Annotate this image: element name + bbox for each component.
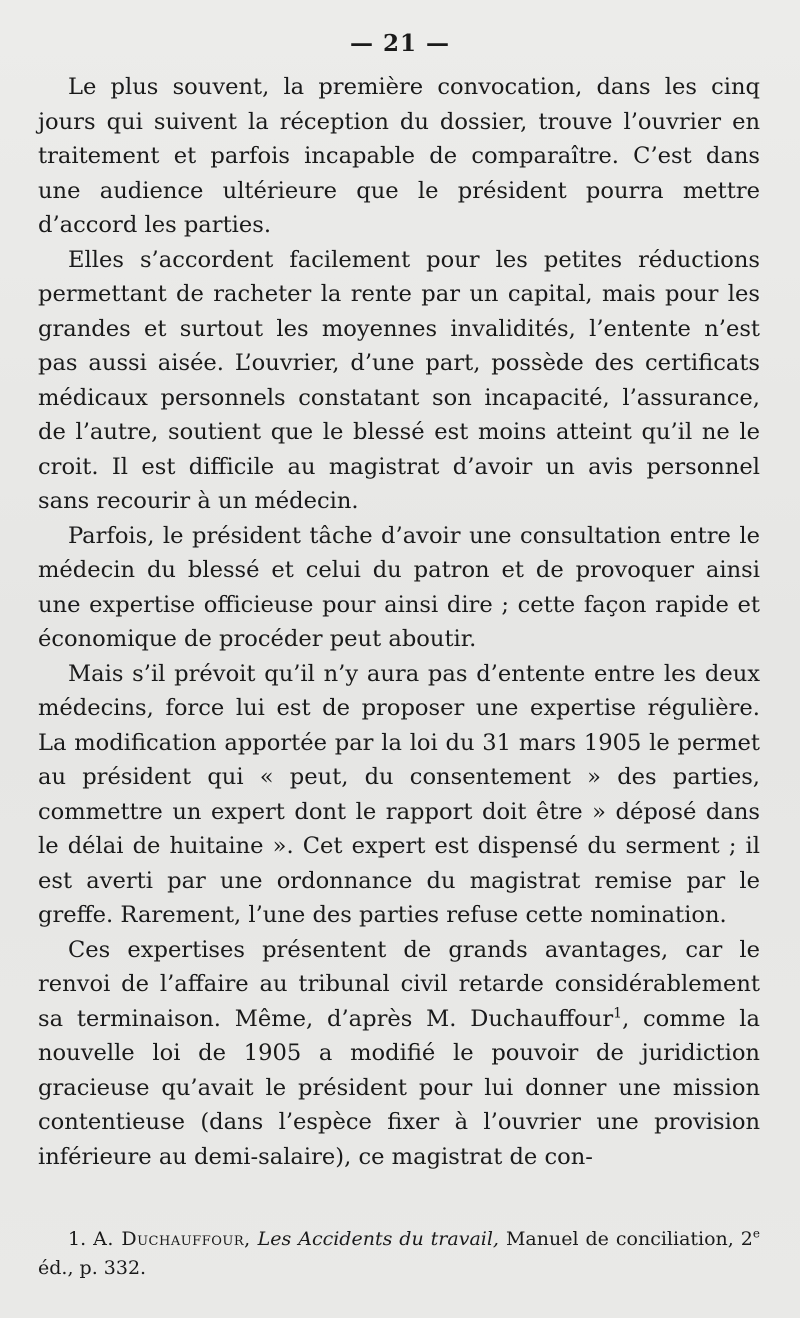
body-text xyxy=(38,70,760,1174)
footnote-author: A. Duchauffour, xyxy=(93,1228,251,1250)
footnote-edition-sup: e xyxy=(752,1226,760,1241)
paragraph-2: Elles s’accordent facilement pour les petites réductions permettant de racheter la rente par un capital, mais pour les grandes et surtout les moyennes invalidités, l’entente n’est pas aussi aisée. L’ouvrier, d’une part, possède des certificats médicaux personnels constatant son incapacité, l’assurance, de l’autre, soutient que le blessé est moins atteint qu’il ne le croit. Il est difficile au magistrat d’avoir un avis personnel sans recourir à un médecin. xyxy=(38,246,760,514)
paragraph-5-text-a: Ces expertises présentent de grands avantages, car le renvoi de l’affaire au tribunal civil retarde considérablement sa terminaison. Même, d’après M. Duchauffour xyxy=(38,936,760,1032)
footnote-details-a: Manuel de conciliation, 2 xyxy=(498,1228,753,1250)
paragraph-5-text-b: , comme la nouvelle loi de 1905 a modifié le pouvoir de juridiction gracieuse qu’avait le président pour lui donner une mission contentieuse (dans l’espèce fixer à l’ouvrier une provision inférieure au demi-salaire), ce magistrat de con- xyxy=(38,1005,760,1170)
paragraph-3: Parfois, le président tâche d’avoir une consultation entre le médecin du blessé et celui du patron et de provoquer ainsi une expertise officieuse pour ainsi dire ; cette façon rapide et économique de procéder peut aboutir. xyxy=(38,522,760,652)
paragraph-4: Mais s’il prévoit qu’il n’y aura pas d’entente entre les deux médecins, force lui est de proposer une expertise régulière. La modification apportée par la loi du 31 mars 1905 le permet au président qui « peut, du consentement » des parties, commettre un expert dont le rapport doit être » déposé dans le délai de huitaine ». Cet expert est dispensé du serment ; il est averti par une ordonnance du magistrat remise par le greffe. Rarement, l’une des parties refuse cette nomination. xyxy=(38,660,760,928)
footnote-number: 1. xyxy=(68,1228,87,1250)
footnote-reference: 1 xyxy=(613,1004,623,1021)
footnote-details-b: éd., p. 332. xyxy=(38,1257,147,1279)
footnote xyxy=(38,1225,760,1283)
paragraph-1: Le plus souvent, la première convocation, dans les cinq jours qui suivent la réception du dossier, trouve l’ouvrier en traitement et parfois incapable de comparaître. C’est dans une audience ultérieure que le président pourra mettre d’accord les parties. xyxy=(38,74,760,238)
page-number: — 21 — xyxy=(349,30,451,57)
paragraph-5 xyxy=(38,933,760,1175)
footnote-title: Les Accidents du travail, xyxy=(257,1228,499,1250)
